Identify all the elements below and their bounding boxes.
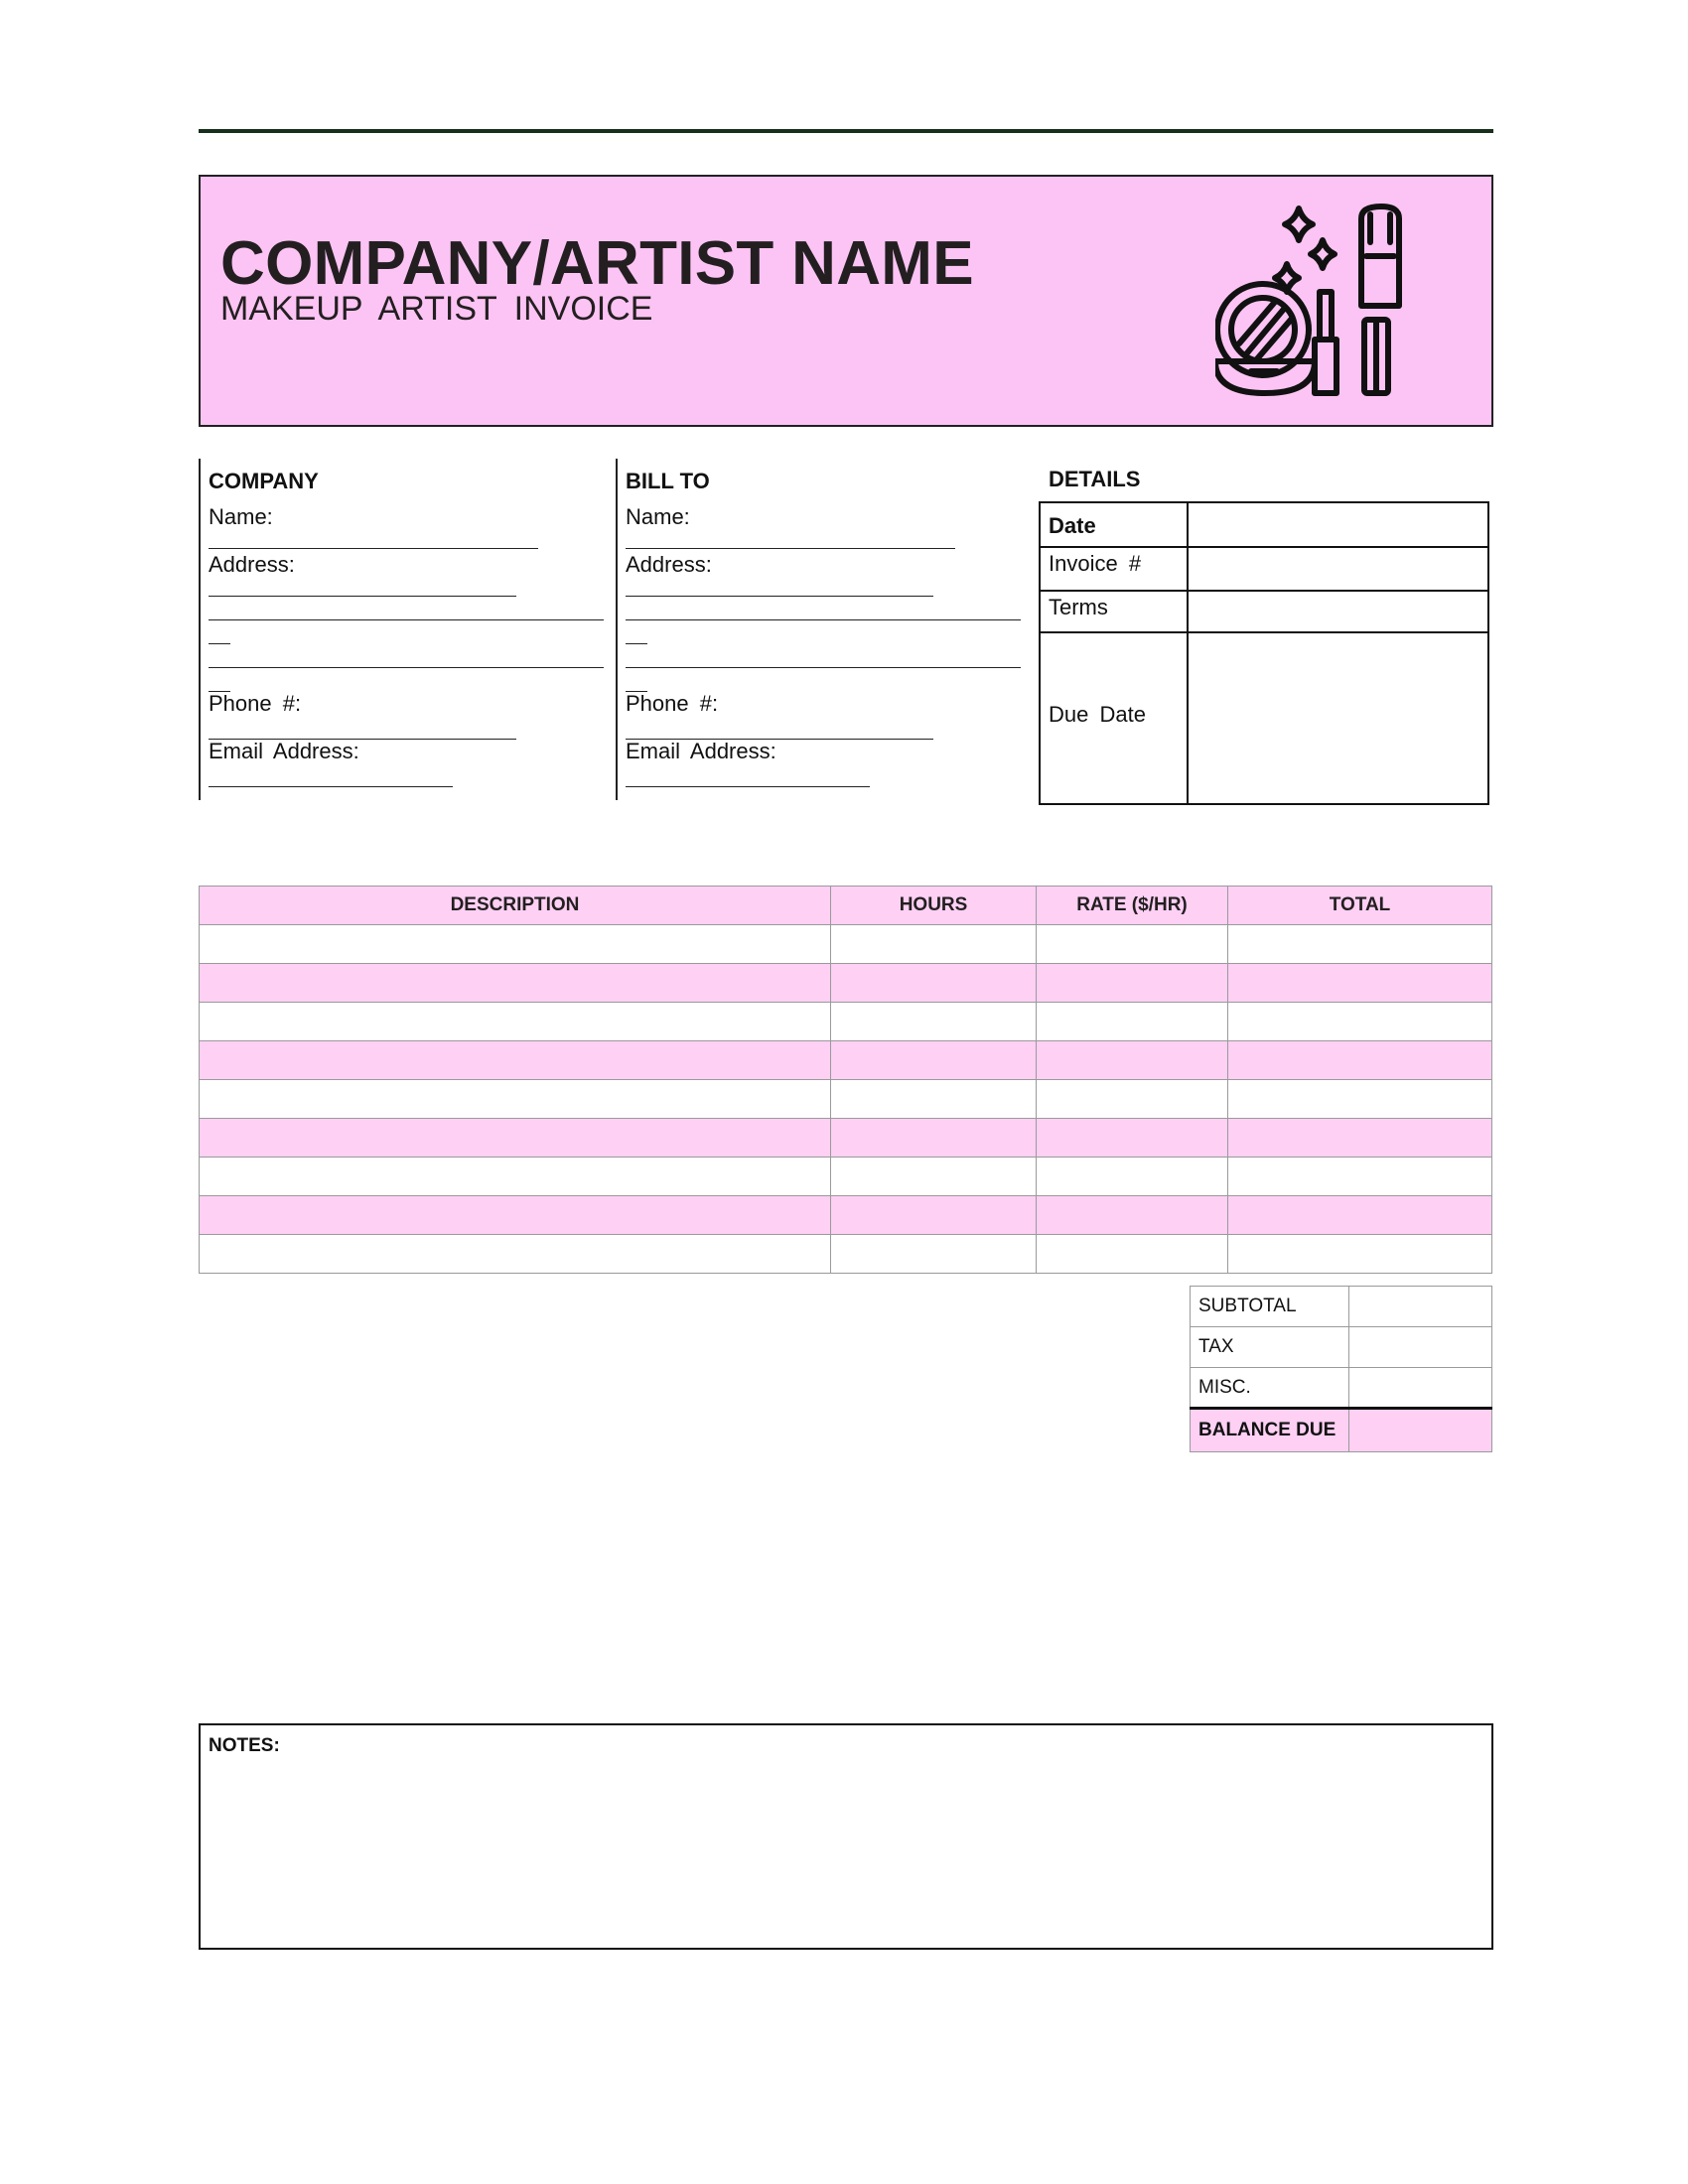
- hours-cell[interactable]: [831, 1041, 1037, 1080]
- total-cell[interactable]: [1228, 1041, 1492, 1080]
- total-cell[interactable]: [1228, 964, 1492, 1003]
- company-address-label: Address:: [209, 552, 295, 577]
- company-email-label: Email Address:: [209, 739, 359, 763]
- total-column-header: TOTAL: [1228, 887, 1492, 925]
- misc-row: [1191, 1368, 1492, 1409]
- makeup-icon: [1215, 195, 1426, 411]
- subtotal-value-field[interactable]: [1349, 1287, 1492, 1327]
- terms-label: Terms: [1049, 595, 1108, 619]
- total-cell[interactable]: [1228, 1119, 1492, 1158]
- bill-to-address-line-2[interactable]: [626, 619, 1021, 620]
- bill-to-address-dash: [626, 643, 647, 644]
- table-row: [200, 1119, 1492, 1158]
- company-address-line-3[interactable]: [209, 667, 604, 668]
- rate-cell[interactable]: [1037, 1196, 1228, 1235]
- company-address-line-2[interactable]: [209, 619, 604, 620]
- tax-value-field[interactable]: [1349, 1327, 1492, 1368]
- bill-to-name-label: Name:: [626, 504, 690, 529]
- details-row-line: [1041, 546, 1487, 548]
- rate-cell[interactable]: [1037, 1158, 1228, 1196]
- bill-to-email-label: Email Address:: [626, 739, 776, 763]
- details-table: [1039, 501, 1489, 805]
- total-cell[interactable]: [1228, 925, 1492, 964]
- subtotal-row: [1191, 1287, 1492, 1327]
- details-row-line: [1041, 590, 1487, 592]
- line-items-header-row: [200, 887, 1492, 925]
- date-label: Date: [1049, 513, 1096, 538]
- misc-label: MISC.: [1191, 1368, 1349, 1409]
- bill-to-address-line-1[interactable]: [626, 596, 933, 597]
- rate-cell[interactable]: [1037, 1119, 1228, 1158]
- description-cell[interactable]: [200, 1041, 831, 1080]
- rate-column-header: RATE ($/HR): [1037, 887, 1228, 925]
- description-cell[interactable]: [200, 1235, 831, 1274]
- company-section: [199, 459, 612, 800]
- balance-due-value-field[interactable]: [1349, 1409, 1492, 1452]
- hours-cell[interactable]: [831, 1196, 1037, 1235]
- table-row: [200, 1196, 1492, 1235]
- table-row: [200, 1158, 1492, 1196]
- subtotal-label: SUBTOTAL: [1191, 1287, 1349, 1327]
- hours-cell[interactable]: [831, 964, 1037, 1003]
- line-items-table: [199, 886, 1492, 1274]
- table-row: [200, 1041, 1492, 1080]
- rate-cell[interactable]: [1037, 964, 1228, 1003]
- balance-due-label: BALANCE DUE: [1191, 1409, 1349, 1452]
- description-cell[interactable]: [200, 1080, 831, 1119]
- due-date-label: Due Date: [1049, 702, 1146, 727]
- company-heading: COMPANY: [209, 469, 319, 493]
- description-cell[interactable]: [200, 1158, 831, 1196]
- table-row: [200, 1235, 1492, 1274]
- misc-value-field[interactable]: [1349, 1368, 1492, 1409]
- total-cell[interactable]: [1228, 1235, 1492, 1274]
- table-row: [200, 964, 1492, 1003]
- bill-to-name-line[interactable]: [626, 548, 955, 549]
- invoice-subtitle: MAKEUP ARTIST INVOICE: [220, 290, 653, 328]
- hours-cell[interactable]: [831, 1235, 1037, 1274]
- tax-label: TAX: [1191, 1327, 1349, 1368]
- company-address-line-1[interactable]: [209, 596, 516, 597]
- hours-column-header: HOURS: [831, 887, 1037, 925]
- rate-cell[interactable]: [1037, 1003, 1228, 1041]
- date-value-field[interactable]: [1190, 503, 1487, 545]
- description-column-header: DESCRIPTION: [200, 887, 831, 925]
- terms-value-field[interactable]: [1190, 593, 1487, 630]
- company-name-label: Name:: [209, 504, 273, 529]
- invoice-number-value-field[interactable]: [1190, 549, 1487, 589]
- notes-label: NOTES:: [209, 1735, 280, 1756]
- bill-to-section: [616, 459, 1029, 800]
- hours-cell[interactable]: [831, 1119, 1037, 1158]
- total-cell[interactable]: [1228, 1196, 1492, 1235]
- balance-due-row: [1191, 1409, 1492, 1452]
- bill-to-email-line[interactable]: [626, 786, 870, 787]
- description-cell[interactable]: [200, 1196, 831, 1235]
- details-row-line: [1041, 631, 1487, 633]
- total-cell[interactable]: [1228, 1158, 1492, 1196]
- table-row: [200, 1003, 1492, 1041]
- notes-box[interactable]: [199, 1723, 1493, 1950]
- total-cell[interactable]: [1228, 1003, 1492, 1041]
- hours-cell[interactable]: [831, 925, 1037, 964]
- rate-cell[interactable]: [1037, 1080, 1228, 1119]
- company-email-line[interactable]: [209, 786, 453, 787]
- bill-to-address-line-3[interactable]: [626, 667, 1021, 668]
- description-cell[interactable]: [200, 1003, 831, 1041]
- description-cell[interactable]: [200, 925, 831, 964]
- hours-cell[interactable]: [831, 1158, 1037, 1196]
- table-row: [200, 925, 1492, 964]
- details-heading: DETAILS: [1049, 467, 1141, 491]
- bill-to-heading: BILL TO: [626, 469, 710, 493]
- company-address-dash: [209, 643, 230, 644]
- total-cell[interactable]: [1228, 1080, 1492, 1119]
- invoice-number-label: Invoice #: [1049, 551, 1142, 576]
- description-cell[interactable]: [200, 964, 831, 1003]
- top-rule: [199, 129, 1493, 133]
- company-name-line[interactable]: [209, 548, 538, 549]
- rate-cell[interactable]: [1037, 1235, 1228, 1274]
- invoice-header: [199, 175, 1493, 427]
- tax-row: [1191, 1327, 1492, 1368]
- bill-to-address-label: Address:: [626, 552, 712, 577]
- table-row: [200, 1080, 1492, 1119]
- rate-cell[interactable]: [1037, 1041, 1228, 1080]
- company-name-title: COMPANY/ARTIST NAME: [220, 229, 974, 298]
- description-cell[interactable]: [200, 1119, 831, 1158]
- company-phone-label: Phone #:: [209, 691, 302, 716]
- details-divider: [1187, 503, 1189, 803]
- rate-cell[interactable]: [1037, 925, 1228, 964]
- hours-cell[interactable]: [831, 1003, 1037, 1041]
- due-date-value-field[interactable]: [1190, 634, 1487, 801]
- totals-table: [1190, 1286, 1492, 1452]
- hours-cell[interactable]: [831, 1080, 1037, 1119]
- bill-to-phone-label: Phone #:: [626, 691, 719, 716]
